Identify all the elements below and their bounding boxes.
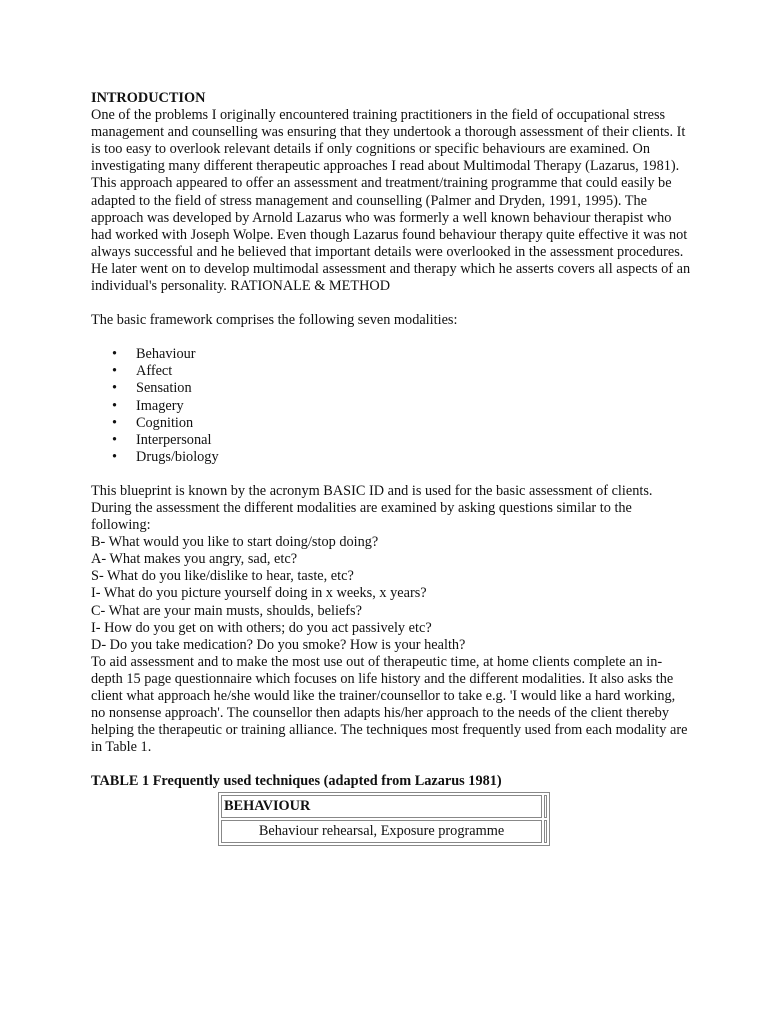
introduction-paragraph: One of the problems I originally encountered training practitioners in the field of occupational stress management and counselling was ensuring that they undertook a thorough assessment of their clients. It is too easy to overlook relevant details if only cognitions or specific behaviours are examined. On investigating many different therapeutic approaches I read about Multimodal Therapy (Lazarus, 1981). This approach appeared to offer an assessment and treatment/training programme that could easily be adapted to the field of stress management and counselling (Palmer and Dryden, 1991, 1995). The approach was developed by Arnold Lazarus who was formerly a well known behaviour therapist who had worked with Joseph Wolpe. Even though Lazarus found behaviour therapy quite effective it was not always successful and he believed that important details were overlooked in the assessment procedures. He later went on to develop multimodal assessment and therapy which he asserts covers all aspects of an individual's personality. RATIONALE & METHOD xyxy=(91,107,691,295)
table-title: TABLE 1 Frequently used techniques (adapted from Lazarus 1981) xyxy=(91,773,502,790)
table-header-row xyxy=(221,795,547,818)
question-line: I- How do you get on with others; do you act passively etc? xyxy=(91,619,432,636)
spacer xyxy=(91,756,691,773)
modalities-list xyxy=(91,346,691,466)
closing-paragraph: To aid assessment and to make the most use out of therapeutic time, at home clients complete an in-depth 15 page questionnaire which focuses on life history and the different modalities. It also asks the client what approach he/she would like the trainer/counsellor to take e.g. 'I would like a hard working, no nonsense approach'. The counsellor then adapts his/her approach to the needs of the client thereby helping the therapeutic or training alliance. The techniques most frequently used from each modality are in Table 1. xyxy=(91,653,688,756)
techniques-table xyxy=(218,792,550,846)
question-line: I- What do you picture yourself doing in x weeks, x years? xyxy=(91,585,427,602)
table-cell: Behaviour rehearsal, Exposure programme xyxy=(221,820,542,843)
introduction-heading: INTRODUCTION xyxy=(91,90,206,106)
table-row xyxy=(221,820,547,843)
modality-item: • Sensation xyxy=(91,380,691,397)
introduction-section xyxy=(91,90,691,295)
question-line: B- What would you like to start doing/stop doing? xyxy=(91,534,379,551)
framework-intro: The basic framework comprises the following seven modalities: xyxy=(91,312,458,329)
spacer xyxy=(91,329,691,346)
table-filler-cell xyxy=(544,820,547,843)
blueprint-paragraph: This blueprint is known by the acronym BASIC ID and is used for the basic assessment of clients. During the assessment the different modalities are examined by asking questions similar to the following: xyxy=(91,482,653,534)
table-filler-cell xyxy=(544,795,547,818)
question-line: D- Do you take medication? Do you smoke? How is your health? xyxy=(91,636,466,653)
modality-item: • Behaviour xyxy=(91,346,691,363)
question-line: A- What makes you angry, sad, etc? xyxy=(91,551,298,568)
spacer xyxy=(91,295,691,312)
modality-item: • Affect xyxy=(91,363,691,380)
spacer xyxy=(91,466,691,483)
modality-item: • Interpersonal xyxy=(91,432,691,449)
modality-item: • Imagery xyxy=(91,398,691,415)
question-line: S- What do you like/dislike to hear, taste, etc? xyxy=(91,568,354,585)
modality-item: • Cognition xyxy=(91,415,691,432)
question-line: C- What are your main musts, shoulds, beliefs? xyxy=(91,602,362,619)
table-header-cell: BEHAVIOUR xyxy=(221,795,542,818)
document-body xyxy=(91,90,691,846)
modality-item: • Drugs/biology xyxy=(91,449,691,466)
blueprint-section xyxy=(91,483,691,757)
